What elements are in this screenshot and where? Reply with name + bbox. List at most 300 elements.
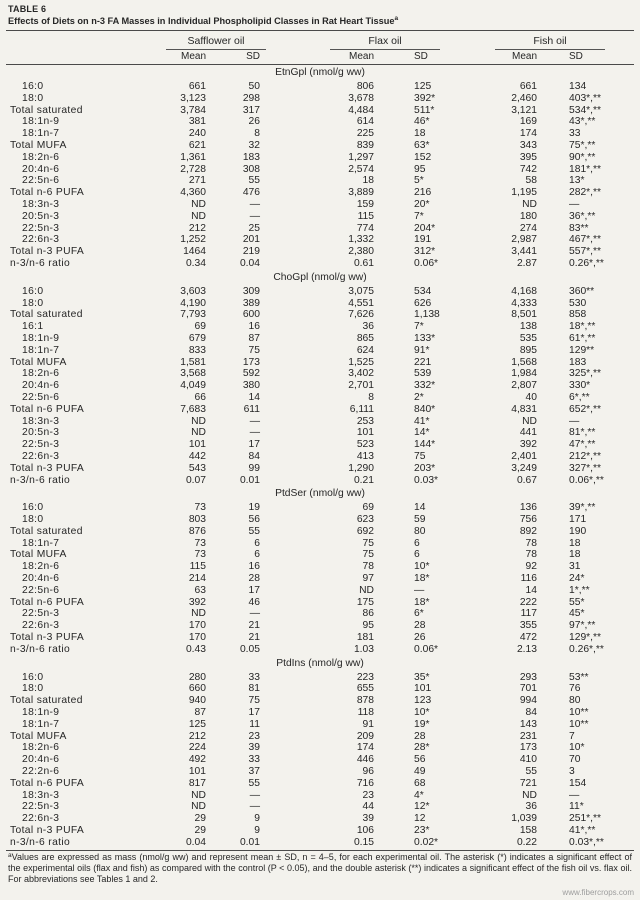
- safflower-sd-cell: 0.04: [239, 257, 260, 269]
- flax-mean-cell: 118: [357, 707, 374, 719]
- fish-mean-cell: 180: [519, 210, 537, 222]
- flax-mean-cell: 624: [356, 344, 374, 356]
- fish-mean-cell: 14: [525, 584, 537, 596]
- fish-mean-cell: 4,168: [511, 285, 537, 297]
- row-label: 18:1n-7: [22, 128, 60, 140]
- flax-sd-cell: 7*: [414, 210, 424, 222]
- fish-sd-cell: 81*,**: [569, 427, 596, 439]
- flax-mean-cell: 3,678: [348, 92, 374, 104]
- fish-sd-cell: 97*,**: [569, 620, 596, 632]
- fish-sd-cell: 10**: [569, 718, 589, 730]
- row-label: 16:1: [22, 321, 44, 333]
- safflower-mean-cell: 101: [188, 766, 206, 778]
- safflower-sd-cell: 592: [242, 368, 260, 380]
- fish-sd-cell: —: [569, 789, 580, 801]
- safflower-mean-cell: 170: [188, 632, 206, 644]
- flax-sd-cell: 221: [414, 356, 432, 368]
- fish-sd-cell: 858: [569, 309, 587, 321]
- fish-mean-cell: 3,441: [511, 246, 537, 258]
- flax-sd-cell: 0.02*: [414, 836, 439, 848]
- safflower-mean-cell: 660: [188, 683, 206, 695]
- table-row: [8, 837, 632, 849]
- safflower-mean-cell: ND: [191, 789, 206, 801]
- safflower-sd-cell: 201: [242, 234, 260, 246]
- safflower-mean-cell: 63: [194, 584, 206, 596]
- safflower-sd-cell: 56: [248, 514, 260, 526]
- row-label: 18:0: [22, 92, 44, 104]
- flax-sd-cell: 14*: [414, 427, 430, 439]
- fish-sd-cell: 13*: [569, 175, 585, 187]
- fish-sd-cell: 24*: [569, 573, 585, 585]
- flax-mean-cell: 3,889: [348, 187, 374, 199]
- safflower-sd-cell: 183: [242, 151, 260, 163]
- flax-sd-cell: 204*: [414, 222, 436, 234]
- fish-mean-cell: 2,987: [511, 234, 537, 246]
- safflower-sd-cell: 39: [248, 742, 260, 754]
- row-label: Total n-6 PUFA: [10, 403, 85, 415]
- row-label: 18:1n-7: [22, 537, 60, 549]
- safflower-sd-cell: 9: [254, 825, 260, 837]
- safflower-mean-cell: 1,361: [180, 151, 206, 163]
- safflower-sd-cell: 33: [248, 754, 260, 766]
- flax-sd-cell: 35*: [414, 671, 430, 683]
- safflower-mean-cell: 29: [194, 825, 206, 837]
- row-label: 18:1n-9: [22, 707, 60, 719]
- fish-mean-cell: 343: [519, 139, 537, 151]
- table-row: [8, 234, 632, 246]
- safflower-mean-cell: 240: [188, 128, 206, 140]
- safflower-sd-cell: 298: [242, 92, 260, 104]
- flax-mean-cell: 1,525: [348, 356, 374, 368]
- row-label: n-3/n-6 ratio: [10, 836, 71, 848]
- flax-mean-cell: 716: [356, 777, 374, 789]
- safflower-mean-cell: ND: [191, 427, 206, 439]
- flax-sd-cell: 18*: [414, 596, 430, 608]
- fish-sd-cell: 39*,**: [569, 502, 596, 514]
- row-label: Total n-3 PUFA: [10, 462, 85, 474]
- table-row: [8, 105, 632, 117]
- safflower-mean-cell: 212: [188, 730, 206, 742]
- flax-mean-cell: 225: [356, 128, 374, 140]
- flax-sd-cell: 12*: [414, 801, 430, 813]
- table-row: [8, 140, 632, 152]
- safflower-mean-cell: 29: [194, 813, 206, 825]
- fish-mean-cell: 2.87: [516, 257, 537, 269]
- fish-sd-cell: 0.26*,**: [569, 643, 604, 655]
- safflower-sd-cell: 21: [248, 620, 260, 632]
- fish-mean-cell: 994: [519, 695, 537, 707]
- table-row: [8, 380, 632, 392]
- table-row: [8, 620, 632, 632]
- safflower-mean-cell: ND: [191, 415, 206, 427]
- row-label: n-3/n-6 ratio: [10, 643, 71, 655]
- fish-sd-cell: 154: [569, 777, 587, 789]
- safflower-sd-cell: —: [249, 608, 260, 620]
- fish-sd-cell: 10*: [569, 742, 585, 754]
- table-row: [8, 333, 632, 345]
- row-label: 20:5n-3: [22, 210, 60, 222]
- safflower-mean-cell: 214: [188, 573, 206, 585]
- fish-mean-cell: 116: [520, 573, 537, 585]
- fish-mean-cell: 1,039: [511, 813, 537, 825]
- flax-sd-cell: 18*: [414, 573, 430, 585]
- table-row: [8, 309, 632, 321]
- flax-mean-cell: 8: [368, 391, 374, 403]
- flax-mean-header: Mean: [348, 51, 374, 62]
- table-row: [8, 608, 632, 620]
- safflower-sd-cell: 55: [248, 525, 260, 537]
- safflower-mean-cell: 7,683: [180, 403, 206, 415]
- safflower-mean-cell: 3,603: [180, 285, 206, 297]
- safflower-mean-cell: 3,784: [180, 104, 206, 116]
- table-row: [8, 321, 632, 333]
- safflower-sd-cell: 389: [242, 297, 260, 309]
- fish-mean-cell: 84: [525, 707, 537, 719]
- table-row: [8, 404, 632, 416]
- bottom-rule: [6, 850, 634, 851]
- table-row: [8, 199, 632, 211]
- row-label: 18:3n-3: [22, 198, 60, 210]
- row-label: Total n-6 PUFA: [10, 777, 85, 789]
- flax-mean-cell: 159: [356, 198, 374, 210]
- table-row: [8, 597, 632, 609]
- safflower-mean-cell: 2,728: [180, 163, 206, 175]
- flax-mean-cell: 86: [362, 608, 374, 620]
- safflower-mean-cell: 679: [188, 332, 206, 344]
- safflower-mean-cell: 621: [188, 139, 206, 151]
- section-ptdins: [8, 656, 632, 849]
- flax-sd-cell: 12: [414, 813, 426, 825]
- safflower-mean-cell: 73: [194, 549, 206, 561]
- section-header: PtdSer (nmol/g ww): [275, 488, 365, 500]
- row-label: 20:4n-6: [22, 380, 60, 392]
- row-label: n-3/n-6 ratio: [10, 257, 71, 269]
- fish-mean-cell: 410: [519, 754, 537, 766]
- flax-sd-cell: 26: [414, 632, 426, 644]
- section-etngpl: [8, 65, 632, 270]
- flax-mean-cell: 69: [362, 502, 374, 514]
- table-row: [8, 526, 632, 538]
- fish-sd-cell: 18: [569, 549, 581, 561]
- row-label: 18:3n-3: [22, 789, 60, 801]
- flax-mean-cell: 3,402: [348, 368, 374, 380]
- flax-sd-cell: 101: [414, 683, 432, 695]
- flax-mean-cell: 175: [356, 596, 374, 608]
- fish-sd-cell: 6*,**: [569, 391, 590, 403]
- fish-sd-cell: 183: [569, 356, 587, 368]
- fish-mean-cell: 1,984: [511, 368, 537, 380]
- flax-mean-cell: 75: [362, 549, 374, 561]
- flax-sd-cell: 539: [414, 368, 432, 380]
- safflower-mean-cell: 1464: [183, 246, 206, 258]
- flax-sd-cell: 6*: [414, 608, 424, 620]
- table-row: [8, 719, 632, 731]
- row-label: Total n-3 PUFA: [10, 825, 85, 837]
- safflower-sd-cell: 19: [248, 502, 260, 514]
- fish-sd-cell: 55*: [569, 596, 585, 608]
- fish-sd-cell: 11*: [569, 801, 584, 813]
- flax-sd-cell: 0.06*: [414, 643, 439, 655]
- safflower-sd-cell: 46: [248, 596, 260, 608]
- safflower-sd-cell: 55: [248, 175, 260, 187]
- fish-sd-cell: 325*,**: [569, 368, 602, 380]
- safflower-mean-cell: 224: [188, 742, 206, 754]
- table-row: [8, 211, 632, 223]
- fish-mean-cell: ND: [522, 415, 537, 427]
- safflower-sd-header: SD: [246, 51, 260, 62]
- safflower-sd-cell: —: [249, 789, 260, 801]
- row-label: Total MUFA: [10, 139, 67, 151]
- flax-mean-cell: 95: [362, 620, 374, 632]
- flax-sd-cell: 511*: [414, 104, 435, 116]
- flax-sd-cell: 46*: [414, 116, 430, 128]
- fish-mean-header: Mean: [511, 51, 537, 62]
- fish-sd-cell: 61*,**: [569, 332, 596, 344]
- flax-sd-cell: 392*: [414, 92, 436, 104]
- fish-sd-cell: 83**: [569, 222, 589, 234]
- flax-sd-cell: 6: [414, 549, 420, 561]
- table-row: [8, 475, 632, 487]
- safflower-mean-cell: 0.43: [185, 643, 206, 655]
- table-row: [8, 416, 632, 428]
- safflower-mean-cell: 0.07: [185, 474, 206, 486]
- row-label: Total MUFA: [10, 549, 67, 561]
- safflower-mean-cell: ND: [191, 198, 206, 210]
- flax-mean-cell: 96: [362, 766, 374, 778]
- safflower-mean-cell: 3,568: [180, 368, 206, 380]
- safflower-mean-cell: ND: [191, 608, 206, 620]
- flax-mean-cell: 2,701: [348, 380, 374, 392]
- table-row: [8, 246, 632, 258]
- flax-sd-cell: 312*: [414, 246, 436, 258]
- safflower-sd-cell: 81: [248, 683, 260, 695]
- flax-mean-cell: 2,574: [348, 163, 374, 175]
- row-label: Total saturated: [10, 695, 83, 707]
- flax-mean-cell: 209: [356, 730, 374, 742]
- fish-oil-header: Fish oil: [495, 35, 605, 50]
- fish-mean-cell: 78: [525, 549, 537, 561]
- flax-mean-cell: 223: [356, 671, 374, 683]
- flax-sd-cell: 7*: [414, 321, 424, 333]
- safflower-sd-cell: 17: [248, 439, 260, 451]
- safflower-mean-header: Mean: [180, 51, 206, 62]
- label-column-header: [8, 50, 160, 63]
- flax-sd-cell: 133*: [414, 332, 436, 344]
- table-row: [8, 392, 632, 404]
- flax-sd-cell: 68: [414, 777, 426, 789]
- table-row: [8, 152, 632, 164]
- flax-sd-cell: 216: [414, 187, 432, 199]
- safflower-mean-cell: 0.04: [185, 836, 206, 848]
- safflower-oil-header: Safflower oil: [166, 35, 266, 50]
- table-row: [8, 561, 632, 573]
- table-row: [8, 778, 632, 790]
- safflower-mean-cell: 442: [188, 450, 206, 462]
- fish-mean-cell: 78: [525, 537, 537, 549]
- safflower-sd-cell: 6: [254, 537, 260, 549]
- safflower-sd-cell: 84: [248, 450, 260, 462]
- top-rule: [6, 30, 634, 31]
- fish-sd-cell: 134: [569, 81, 587, 92]
- table-row: [8, 695, 632, 707]
- flax-mean-cell: 1,332: [348, 234, 374, 246]
- fish-sd-cell: 3: [569, 766, 575, 778]
- fish-sd-cell: 129**: [569, 344, 595, 356]
- fish-sd-cell: 467*,**: [569, 234, 602, 246]
- safflower-sd-cell: 26: [248, 116, 260, 128]
- row-label: 16:0: [22, 81, 44, 92]
- safflower-sd-cell: —: [249, 415, 260, 427]
- fish-mean-cell: 0.22: [516, 836, 537, 848]
- safflower-mean-cell: 7,793: [180, 309, 206, 321]
- fish-mean-cell: 756: [519, 514, 537, 526]
- flax-mean-cell: 75: [362, 537, 374, 549]
- fish-sd-cell: 190: [569, 525, 587, 537]
- fish-sd-cell: 33: [569, 128, 581, 140]
- safflower-sd-cell: 32: [248, 139, 260, 151]
- fish-mean-cell: ND: [522, 198, 537, 210]
- flax-mean-cell: 0.61: [353, 257, 374, 269]
- safflower-sd-cell: 8: [254, 128, 260, 140]
- flax-mean-cell: 97: [362, 573, 374, 585]
- fish-mean-cell: 274: [519, 222, 537, 234]
- section-ptdser: [8, 486, 632, 655]
- fish-mean-cell: 395: [519, 151, 537, 163]
- fish-mean-cell: 222: [519, 596, 537, 608]
- row-label: 22:5n-6: [22, 584, 60, 596]
- flax-mean-cell: 839: [356, 139, 374, 151]
- fish-sd-cell: 129*,**: [569, 632, 602, 644]
- flax-sd-cell: 63*: [414, 139, 430, 151]
- fish-mean-cell: 231: [519, 730, 537, 742]
- fish-mean-cell: 441: [519, 427, 537, 439]
- row-label: 18:1n-9: [22, 116, 60, 128]
- flax-sd-cell: 203*: [414, 462, 436, 474]
- fish-mean-cell: 55: [525, 766, 537, 778]
- safflower-sd-cell: 0.01: [239, 474, 260, 486]
- fish-sd-cell: 47*,**: [569, 439, 596, 451]
- fish-sd-cell: 7: [569, 730, 575, 742]
- fish-sd-cell: 80: [569, 695, 581, 707]
- safflower-mean-cell: ND: [191, 801, 206, 813]
- table-row: [8, 223, 632, 235]
- safflower-sd-cell: 17: [248, 584, 260, 596]
- flax-sd-cell: 534: [414, 285, 432, 297]
- row-label: Total MUFA: [10, 730, 67, 742]
- safflower-mean-cell: 661: [188, 81, 206, 92]
- fish-sd-cell: 90*,**: [569, 151, 596, 163]
- row-label: 22:6n-3: [22, 234, 60, 246]
- flax-mean-cell: 253: [356, 415, 374, 427]
- safflower-mean-cell: 803: [188, 514, 206, 526]
- flax-mean-cell: 101: [356, 427, 374, 439]
- safflower-sd-cell: 25: [248, 222, 260, 234]
- row-label: 22:5n-3: [22, 608, 60, 620]
- row-label: 22:5n-3: [22, 222, 60, 234]
- safflower-mean-cell: 212: [188, 222, 206, 234]
- table-row: [8, 742, 632, 754]
- fish-mean-cell: 472: [519, 632, 537, 644]
- table-row: [8, 502, 632, 514]
- safflower-sd-cell: 21: [248, 632, 260, 644]
- safflower-mean-cell: 833: [188, 344, 206, 356]
- flax-sd-cell: 28: [414, 620, 426, 632]
- table-row: [8, 514, 632, 526]
- flax-sd-cell: 0.03*: [414, 474, 439, 486]
- fish-mean-cell: 92: [525, 561, 537, 573]
- fish-mean-cell: 143: [519, 718, 537, 730]
- fish-sd-cell: 45*: [569, 608, 585, 620]
- flax-mean-cell: 174: [356, 742, 374, 754]
- row-label: 22:5n-3: [22, 439, 60, 451]
- fish-mean-cell: 117: [520, 608, 537, 620]
- fish-mean-cell: 355: [519, 620, 537, 632]
- safflower-sd-cell: 611: [243, 403, 260, 415]
- fish-sd-cell: 327*,**: [569, 462, 602, 474]
- flax-sd-cell: 49: [414, 766, 426, 778]
- table-title: [8, 15, 398, 27]
- safflower-sd-cell: 317: [242, 104, 260, 116]
- table-row: [8, 549, 632, 561]
- fish-mean-cell: 174: [519, 128, 537, 140]
- fish-mean-cell: 1,568: [511, 356, 537, 368]
- fish-mean-cell: 0.67: [516, 474, 537, 486]
- watermark: www.fibercrops.com: [562, 888, 634, 897]
- table-row: [8, 258, 632, 270]
- flax-mean-cell: 2,380: [348, 246, 374, 258]
- section-header: EtnGpl (nmol/g ww): [275, 67, 365, 78]
- flax-oil-header: Flax oil: [330, 35, 440, 50]
- flax-sd-cell: 75: [414, 450, 426, 462]
- fish-mean-cell: 136: [519, 502, 537, 514]
- safflower-sd-cell: 600: [242, 309, 260, 321]
- safflower-mean-cell: 0.34: [185, 257, 206, 269]
- flax-sd-cell: 28*: [414, 742, 430, 754]
- table-row: [8, 357, 632, 369]
- table-body: [8, 65, 632, 849]
- safflower-sd-cell: 309: [242, 285, 260, 297]
- safflower-sd-cell: 6: [254, 549, 260, 561]
- flax-mean-cell: 78: [362, 561, 374, 573]
- safflower-mean-cell: 73: [194, 502, 206, 514]
- safflower-mean-cell: 69: [194, 321, 206, 333]
- fish-sd-cell: 76: [569, 683, 581, 695]
- flax-sd-cell: 14: [414, 502, 426, 514]
- fish-sd-cell: 534*,**: [569, 104, 602, 116]
- table-row: [8, 672, 632, 684]
- footnote-text: Values are expressed as mass (nmol/g ww) and represent mean ± SD, n = 4–5, for each experimental oil. The asterisk (*) indicates a significant effect of the experimental oils (flax and fish) as compared with the control (P < 0.05), and the double asterisk (**) indicates a significant effect of the fish oil vs. flax oil. For abbreviations see Tables 1 and 2.: [8, 852, 632, 884]
- fish-mean-cell: 2,807: [511, 380, 537, 392]
- fish-sd-cell: 652*,**: [569, 403, 602, 415]
- row-label: Total saturated: [10, 525, 83, 537]
- table-number: TABLE 6: [8, 4, 47, 14]
- row-label: 20:4n-6: [22, 163, 60, 175]
- flax-mean-cell: 7,626: [348, 309, 374, 321]
- row-label: 18:2n-6: [22, 151, 60, 163]
- table-row: [8, 345, 632, 357]
- fish-sd-cell: 0.03*,**: [569, 836, 604, 848]
- fish-sd-cell: 36*,**: [569, 210, 596, 222]
- fish-sd-cell: 0.06*,**: [569, 474, 604, 486]
- fish-sd-cell: 530: [569, 297, 587, 309]
- flax-mean-cell: 44: [362, 801, 374, 813]
- flax-mean-cell: 806: [356, 81, 374, 92]
- safflower-sd-cell: 28: [248, 573, 260, 585]
- fish-sd-cell: 18: [569, 537, 581, 549]
- table-footnote: [8, 852, 632, 885]
- safflower-mean-cell: 4,360: [180, 187, 206, 199]
- row-label: 16:0: [22, 502, 44, 514]
